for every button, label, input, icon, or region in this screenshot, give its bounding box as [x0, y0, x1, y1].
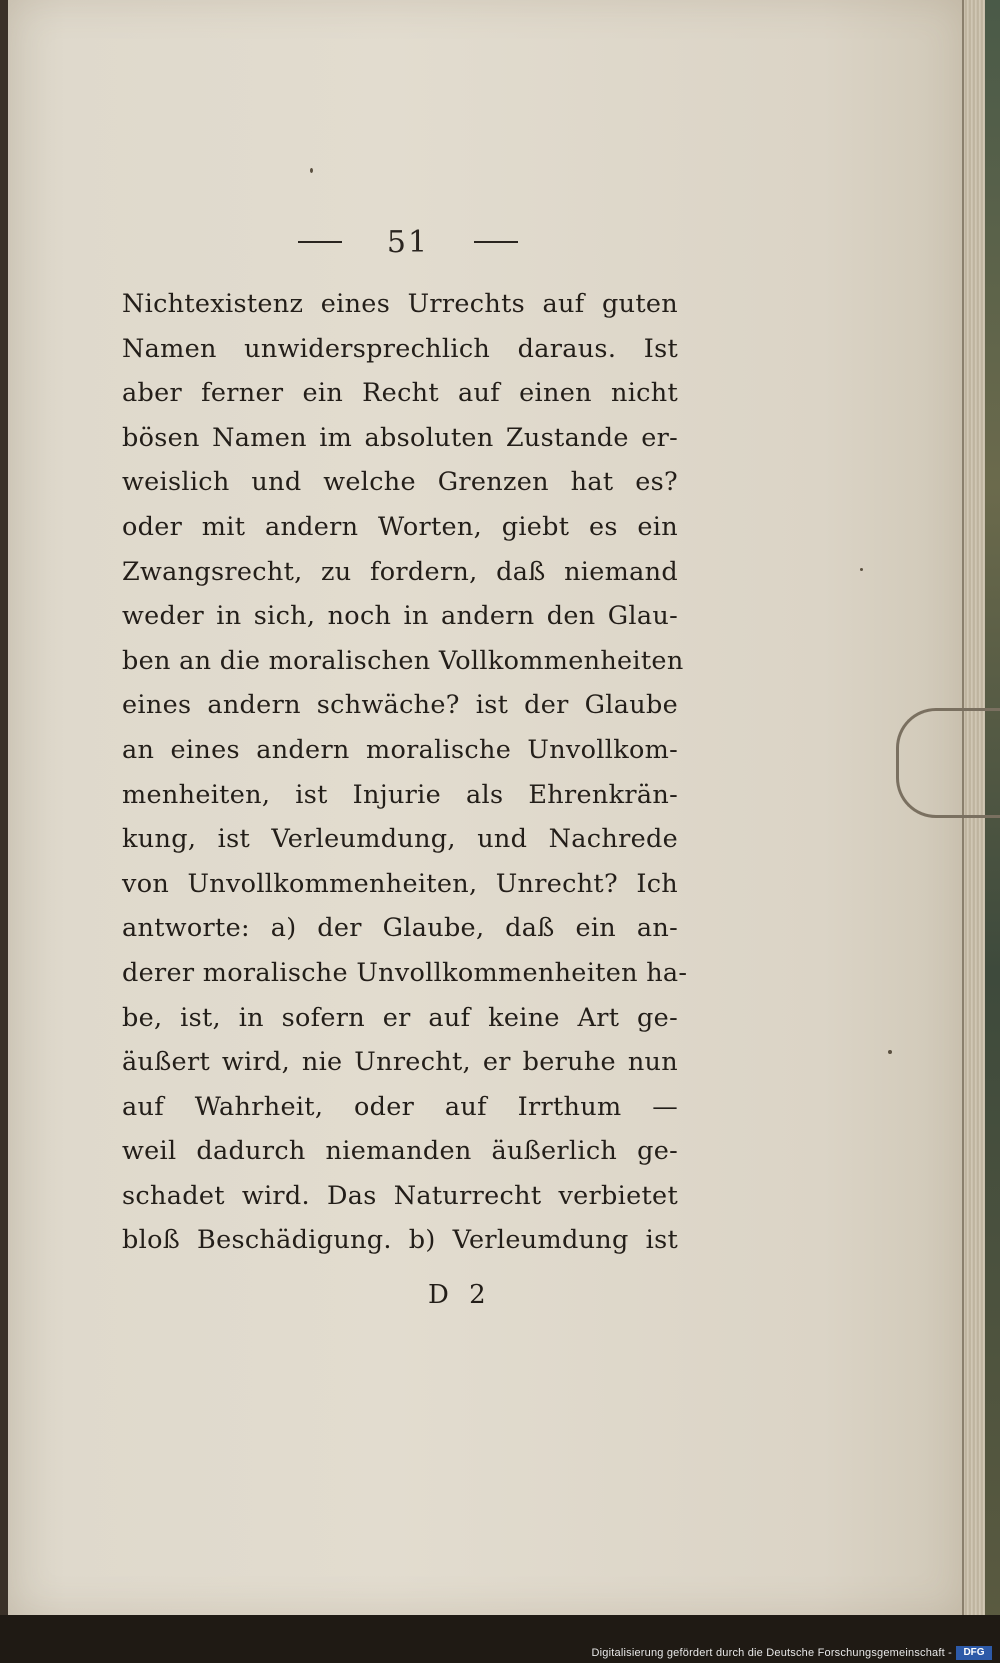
- text-line: kung, ist Verleumdung, und Nachrede: [122, 824, 678, 855]
- signature-mark: D 2: [428, 1280, 492, 1310]
- text-line: äußert wird, nie Unrecht, er beruhe nun: [122, 1047, 678, 1078]
- text-line: schadet wird. Das Naturrecht verbietet: [122, 1180, 678, 1211]
- text-line: be, ist, in sofern er auf keine Art ge-: [122, 1002, 678, 1033]
- text-line: derer moralische Unvollkommenheiten ha-: [122, 957, 688, 988]
- text-line: auf Wahrheit, oder auf Irrthum —: [122, 1091, 678, 1122]
- text-line: bloß Beschädigung. b) Verleumdung ist: [122, 1225, 678, 1256]
- text-line: weder in sich, noch in andern den Glau-: [122, 601, 678, 632]
- credit-text: Digitalisierung gefördert durch die Deutsche Forschungsgemeinschaft -: [591, 1647, 952, 1659]
- page-header: [298, 222, 518, 262]
- dfg-logo-icon: DFG: [956, 1646, 992, 1660]
- paper-speck: [310, 168, 313, 173]
- text-line: weislich und welche Grenzen hat es?: [122, 467, 678, 498]
- text-line: eines andern schwäche? ist der Glaube: [122, 690, 678, 721]
- text-line: Namen unwidersprechlich daraus. Ist: [122, 333, 678, 364]
- text-line: Zwangsrecht, zu fordern, daß niemand: [122, 556, 678, 587]
- text-line: aber ferner ein Recht auf einen nicht: [122, 378, 678, 409]
- text-line: ben an die moralischen Vollkommenheiten: [122, 645, 684, 676]
- text-line: bösen Namen im absoluten Zustande er-: [122, 422, 678, 453]
- text-line: weil dadurch niemanden äußerlich ge-: [122, 1136, 678, 1167]
- book-page: [8, 0, 968, 1615]
- page-number: 51: [386, 224, 430, 260]
- text-line: Nichtexistenz eines Urrechts auf guten: [122, 289, 678, 319]
- text-line: an eines andern moralische Unvollkom-: [122, 734, 678, 765]
- body-text: [122, 282, 688, 1263]
- header-dash-right: [474, 241, 518, 243]
- bookmark-tab: [896, 708, 1000, 818]
- text-line: antworte: a) der Glaube, daß ein an-: [122, 913, 678, 944]
- text-line: menheiten, ist Injurie als Ehrenkrän-: [122, 779, 678, 810]
- paper-speck: [860, 568, 863, 571]
- credit-bar: [0, 1615, 1000, 1663]
- header-dash-left: [298, 241, 342, 243]
- text-line: von Unvollkommenheiten, Unrecht? Ich: [122, 868, 678, 899]
- paper-speck: [888, 1050, 892, 1054]
- text-line: oder mit andern Worten, giebt es ein: [122, 511, 678, 542]
